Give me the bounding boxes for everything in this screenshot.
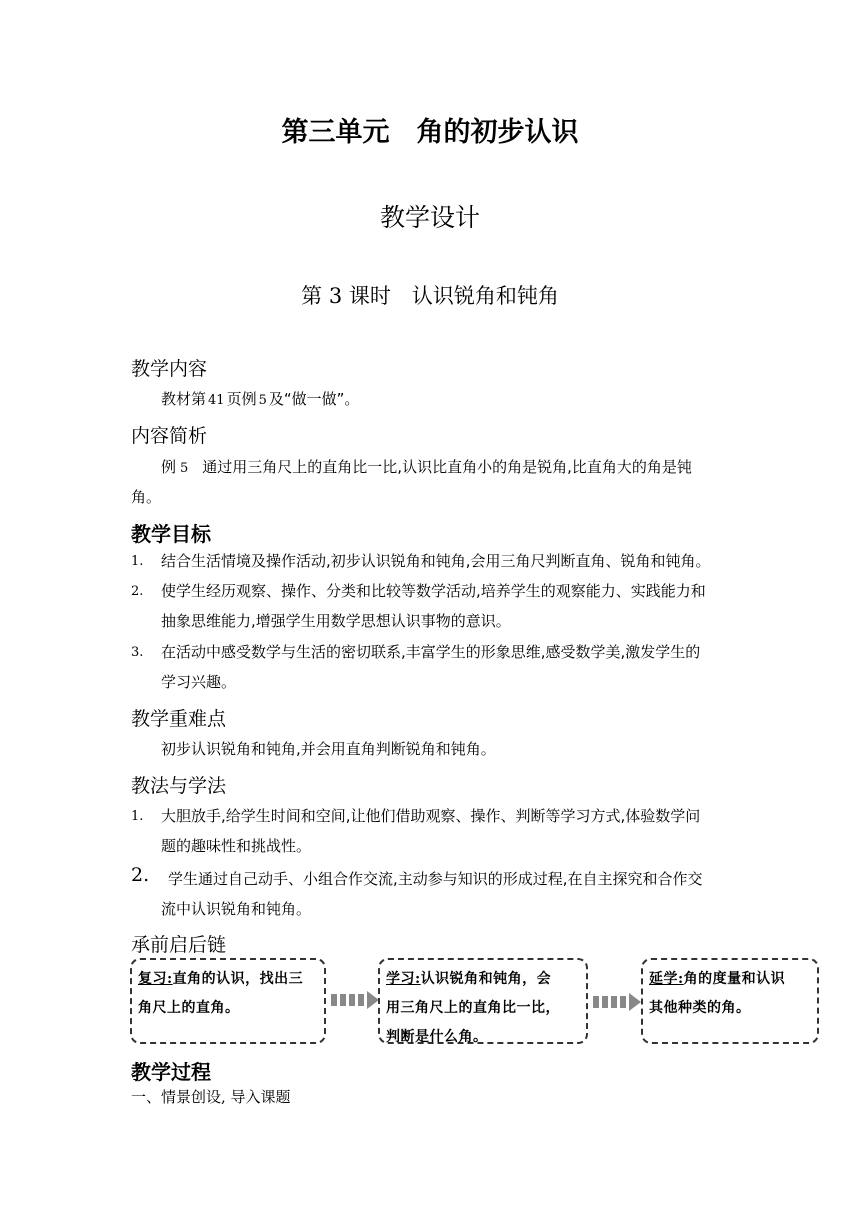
- extend-label: 延学:: [649, 971, 684, 987]
- goal-1-num: 1.: [131, 554, 144, 569]
- method-1-num: 1.: [131, 809, 144, 824]
- extend-box: 延学:角的度量和认识 其他种类的角。: [641, 958, 819, 1044]
- methods-heading: 教法与学法: [131, 775, 227, 797]
- method-1-line-1: 大胆放手,给学生时间和空间,让他们借助观察、操作、判断等学习方式,体验数学问: [161, 807, 701, 825]
- lesson-title: 第 3 课时 认识锐角和钝角: [301, 284, 559, 308]
- difficulty-text: 初步认识锐角和钝角,并会用直角判断锐角和钝角。: [161, 740, 496, 758]
- process-heading: 教学过程: [131, 1060, 211, 1084]
- chain-arrow-2: [593, 993, 641, 1011]
- goal-2-num: 2.: [131, 584, 144, 599]
- review-label: 复习:: [138, 971, 173, 987]
- review-box: 复习:直角的认识，找出三 角尺上的直角。: [130, 958, 326, 1044]
- unit-title: 第三单元 角的初步认识: [281, 117, 579, 148]
- analysis-line-1: 例 5 通过用三角尺上的直角比一比,认识比直角小的角是锐角,比直角大的角是钝: [161, 458, 692, 476]
- doc-subtitle: 教学设计: [379, 203, 480, 232]
- goal-3-num: 3.: [131, 645, 144, 660]
- goal-2-line-2: 抽象思维能力,增强学生用数学思想认识事物的意识。: [161, 612, 511, 630]
- method-1-line-2: 题的趣味性和挑战性。: [161, 837, 312, 855]
- method-2-line-1: 学生通过自己动手、小组合作交流,主动参与知识的形成过程,在自主探究和合作交: [168, 870, 703, 888]
- chain-heading: 承前启后链: [131, 934, 227, 956]
- goal-3-line-1: 在活动中感受数学与生活的密切联系,丰富学生的形象思维,感受数学美,激发学生的: [161, 643, 701, 661]
- method-2-line-2: 流中认识锐角和钝角。: [161, 900, 312, 918]
- content-heading: 教学内容: [131, 358, 208, 380]
- analysis-line-2: 角。: [131, 488, 162, 506]
- difficulty-heading: 教学重难点: [131, 708, 227, 730]
- goal-2-line-1: 使学生经历观察、操作、分类和比较等数学活动,培养学生的观察能力、实践能力和: [161, 582, 706, 600]
- analysis-heading: 内容简析: [131, 425, 208, 447]
- content-text: 教材第 41 页例 5 及“做一做”。: [161, 390, 360, 408]
- goal-1-line-1: 结合生活情境及操作活动,初步认识锐角和钝角,会用三角尺判断直角、锐角和钝角。: [161, 552, 711, 570]
- method-2-num: 2.: [131, 864, 150, 886]
- goals-heading: 教学目标: [131, 522, 211, 546]
- goal-3-line-2: 学习兴趣。: [161, 673, 237, 691]
- learn-label: 学习:: [386, 971, 421, 987]
- process-first-step: 一、情景创设, 导入课题: [131, 1088, 291, 1106]
- learn-box: 学习:认识锐角和钝角，会 用三角尺上的直角比一比， 判断是什么角。: [378, 958, 588, 1044]
- chain-arrow-1: [331, 991, 379, 1009]
